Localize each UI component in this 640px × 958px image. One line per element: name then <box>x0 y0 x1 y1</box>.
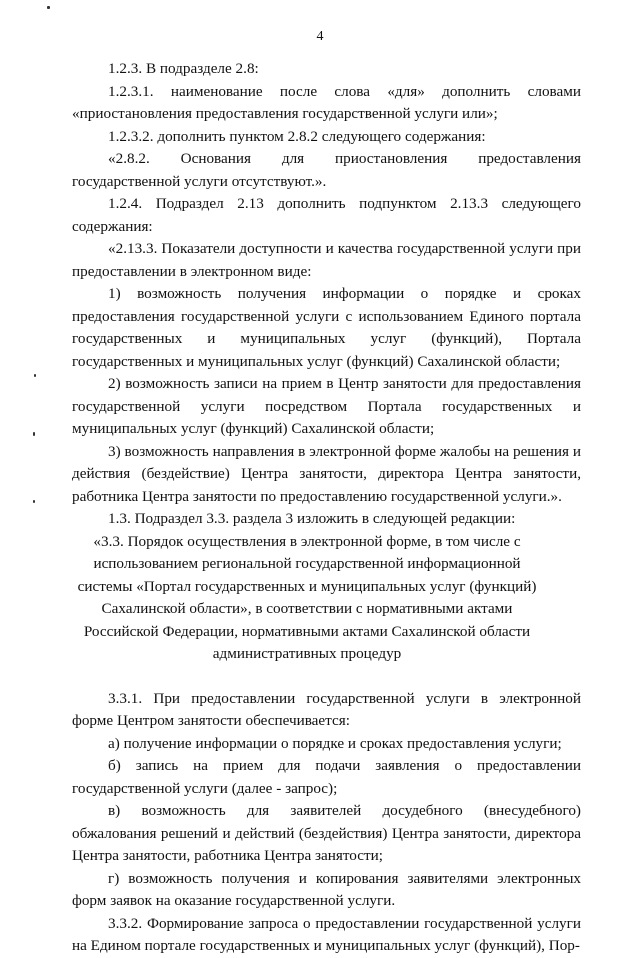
section-heading: «3.3. Порядок осуществления в электронной форме, в том числе с использованием региональной государственной информационной системы «Портал государственных и муниципальных услуг (функций) Сахалинской области», в соответствии с нормативными актами Российской Федерации, нормативными актами Сахалинской области административных процедур <box>77 532 537 662</box>
scan-speck <box>33 500 35 503</box>
paragraph: г) возможность получения и копирования заявителями электронных форм заявок на оказание государственной услуги. <box>72 869 581 909</box>
blank-line <box>72 666 581 688</box>
document-body <box>72 58 581 958</box>
paragraph: 2) возможность записи на прием в Центр занятости для предоставления государственной услуги посредством Портала государственных и муниципальных услуг (функций) Сахалинской области; <box>72 375 581 437</box>
paragraph: 3) возможность направления в электронной форме жалобы на решения и действия (бездействие) Центра занятости, директора Центра занятости, работника Центра занятости по предоставлению государственной услуги.». <box>72 442 581 505</box>
scan-speck <box>33 432 35 436</box>
paragraph: 1) возможность получения информации о порядке и сроках предоставления государственной услуги с использованием Единого портала государственных и муниципальных услуг (функций), Портала государственных и муниципальных услуг (функций) Сахалинской области; <box>72 285 581 370</box>
paragraph: 1.2.3.1. наименование после слова «для» дополнить словами «приостановления предоставления государственной услуги или»; <box>72 82 581 122</box>
scan-speck <box>34 374 36 377</box>
paragraph: 1.2.3.2. дополнить пунктом 2.8.2 следующего содержания: <box>108 127 486 145</box>
page-number: 4 <box>316 29 324 44</box>
paragraph: 3.3.2. Формирование запроса о предоставлении государственной услуги на Едином портале государственных и муниципальных услуг (функций), Пор- <box>72 914 581 954</box>
paragraph: «2.13.3. Показатели доступности и качества государственной услуги при предоставлении в электронном виде: <box>72 240 581 280</box>
scan-speck <box>47 6 50 9</box>
paragraph: 1.2.3. В подразделе 2.8: <box>108 60 259 77</box>
paragraph: 3.3.1. При предоставлении государственной услуги в электронной форме Центром занятости обеспечивается: <box>72 689 581 729</box>
paragraph: 1.3. Подраздел 3.3. раздела 3 изложить в следующей редакции: <box>108 510 516 527</box>
paragraph: б) запись на прием для подачи заявления о предоставлении государственной услуги (далее - запрос); <box>72 757 581 797</box>
paragraph: а) получение информации о порядке и сроках предоставления услуги; <box>108 734 562 752</box>
paragraph: в) возможность для заявителей досудебного (внесудебного) обжалования решений и действий (бездействия) Центра занятости, директора Центра занятости, работника Центра занятости; <box>72 802 581 864</box>
paragraph: «2.8.2. Основания для приостановления предоставления государственной услуги отсутствуют.». <box>72 150 581 190</box>
paragraph: 1.2.4. Подраздел 2.13 дополнить подпунктом 2.13.3 следующего содержания: <box>72 195 581 235</box>
